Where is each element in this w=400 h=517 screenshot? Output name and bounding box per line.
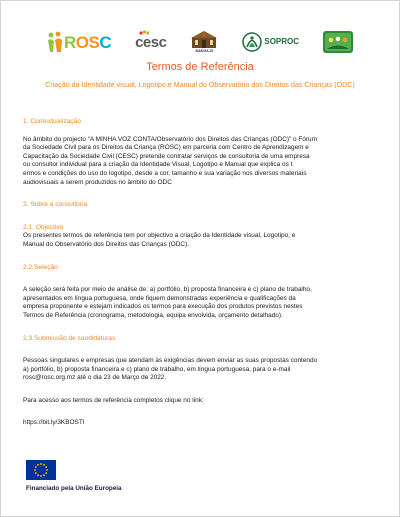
soproc-emblem-icon bbox=[242, 31, 262, 53]
soproc-logo bbox=[242, 31, 299, 53]
partner-logos bbox=[47, 27, 353, 57]
document-body bbox=[23, 118, 385, 428]
eu-flag-icon bbox=[26, 460, 56, 480]
section-heading-sobre-consultoria: 2. Sobre a consultoria bbox=[23, 201, 88, 209]
eu-funding-label: Financiado pela União Europeia bbox=[26, 485, 122, 492]
section-heading-selecao: 2.2.Seleção bbox=[23, 263, 58, 271]
rosc-logo bbox=[47, 31, 111, 53]
section-paragraph-selecao bbox=[23, 286, 385, 320]
eu-funding-badge bbox=[26, 460, 122, 492]
document-title: Termos de Referência bbox=[146, 61, 254, 73]
section-heading-submissao: 2.3.Submissão de candidaturas bbox=[23, 334, 116, 342]
section-paragraph-submissao bbox=[23, 357, 385, 383]
soproc-wordmark: SOPROC bbox=[264, 37, 300, 46]
paragraph-line: Termos de Referência (cronograma, metodologia, equipa envolvida, orçamento detalhado). bbox=[23, 311, 283, 319]
paragraph-line: ermos e condições do uso do logotipo, desde a cor, tamanho e sua variação nos diversos materiais bbox=[23, 169, 307, 177]
cesc-logo bbox=[135, 34, 166, 51]
terms-link[interactable]: https://bit.ly/3KBOSTI bbox=[23, 419, 85, 427]
mangajo-wordmark: MANGAJO bbox=[195, 48, 214, 53]
paragraph-line: a) portfólio, b) proposta financeira e c) plano de trabalho, em língua portuguesa, para o e-mail bbox=[23, 365, 291, 373]
kids-flag-icon bbox=[323, 31, 353, 53]
mangajo-building-icon bbox=[190, 31, 218, 49]
section-heading-contextualizacao: 1. Contextualização bbox=[23, 118, 81, 125]
document-subtitle: Criação da Identidade visual, Logotipo e Manual do Observatório dos Direitos das Crianças (ODC) bbox=[45, 81, 355, 89]
paragraph-line: Manual do Observatório dos Direitos das Crianças (ODC). bbox=[23, 240, 190, 248]
paragraph-line: A seleção será feita por meio de análise de: a) portfólio, b) proposta financeira e c) plano de trabalho, bbox=[23, 286, 312, 294]
paragraph-line: No âmbito do projecto “A MINHA VOZ CONTA/Observatório dos Direitos das Crianças (ODC)” o Fórum bbox=[23, 135, 317, 143]
paragraph-line: da Sociedade Civil para os Direitos da Criança (ROSC) em parceria com Centro de Aprendizagem e bbox=[23, 144, 309, 152]
rosc-figure-icon bbox=[47, 31, 64, 53]
section-paragraph-objectivo bbox=[23, 232, 385, 249]
paragraph-line: rosc@rosc.org.mz até o dia 23 de Março de 2022. bbox=[23, 374, 167, 382]
paragraph-line: Os presentes termos de referência tem por objectivo a criação da Identidade visual, Logotipo, e bbox=[23, 232, 296, 240]
paragraph-line: audiovisuais a serem produzidos no âmbito do ODC bbox=[23, 178, 172, 186]
access-instructions: Para acesso aos termos de referência completos clique no link: bbox=[23, 396, 204, 404]
paragraph-line: ou consultor individual para a criação da Identidade Visual, Logotipo e Manual que explica os t bbox=[23, 161, 293, 169]
paragraph-line: Capacitação da Sociedade Civil (CESC) pretende contratar serviços de consultoria de uma empresa bbox=[23, 152, 310, 160]
partner-logo-5 bbox=[323, 31, 353, 53]
cesc-wordmark: cesc bbox=[135, 33, 167, 51]
paragraph-line: apresentados em língua portuguesa, onde fiquem demonstradas experiência e qualificações da bbox=[23, 294, 296, 302]
section-paragraph-contextualizacao bbox=[23, 136, 385, 188]
paragraph-line: Pessoas singulares e empresas que atendam às exigências devem enviar as suas propostas contendo bbox=[23, 357, 318, 365]
rosc-wordmark: ROSC bbox=[64, 32, 112, 52]
paragraph-line: empresa proponente e estejam indicados os termos para execução dos produtos previstos nestes bbox=[23, 303, 303, 311]
section-heading-objectivo: 2.1. Objectivo bbox=[23, 223, 64, 231]
mangajo-logo bbox=[190, 31, 218, 54]
